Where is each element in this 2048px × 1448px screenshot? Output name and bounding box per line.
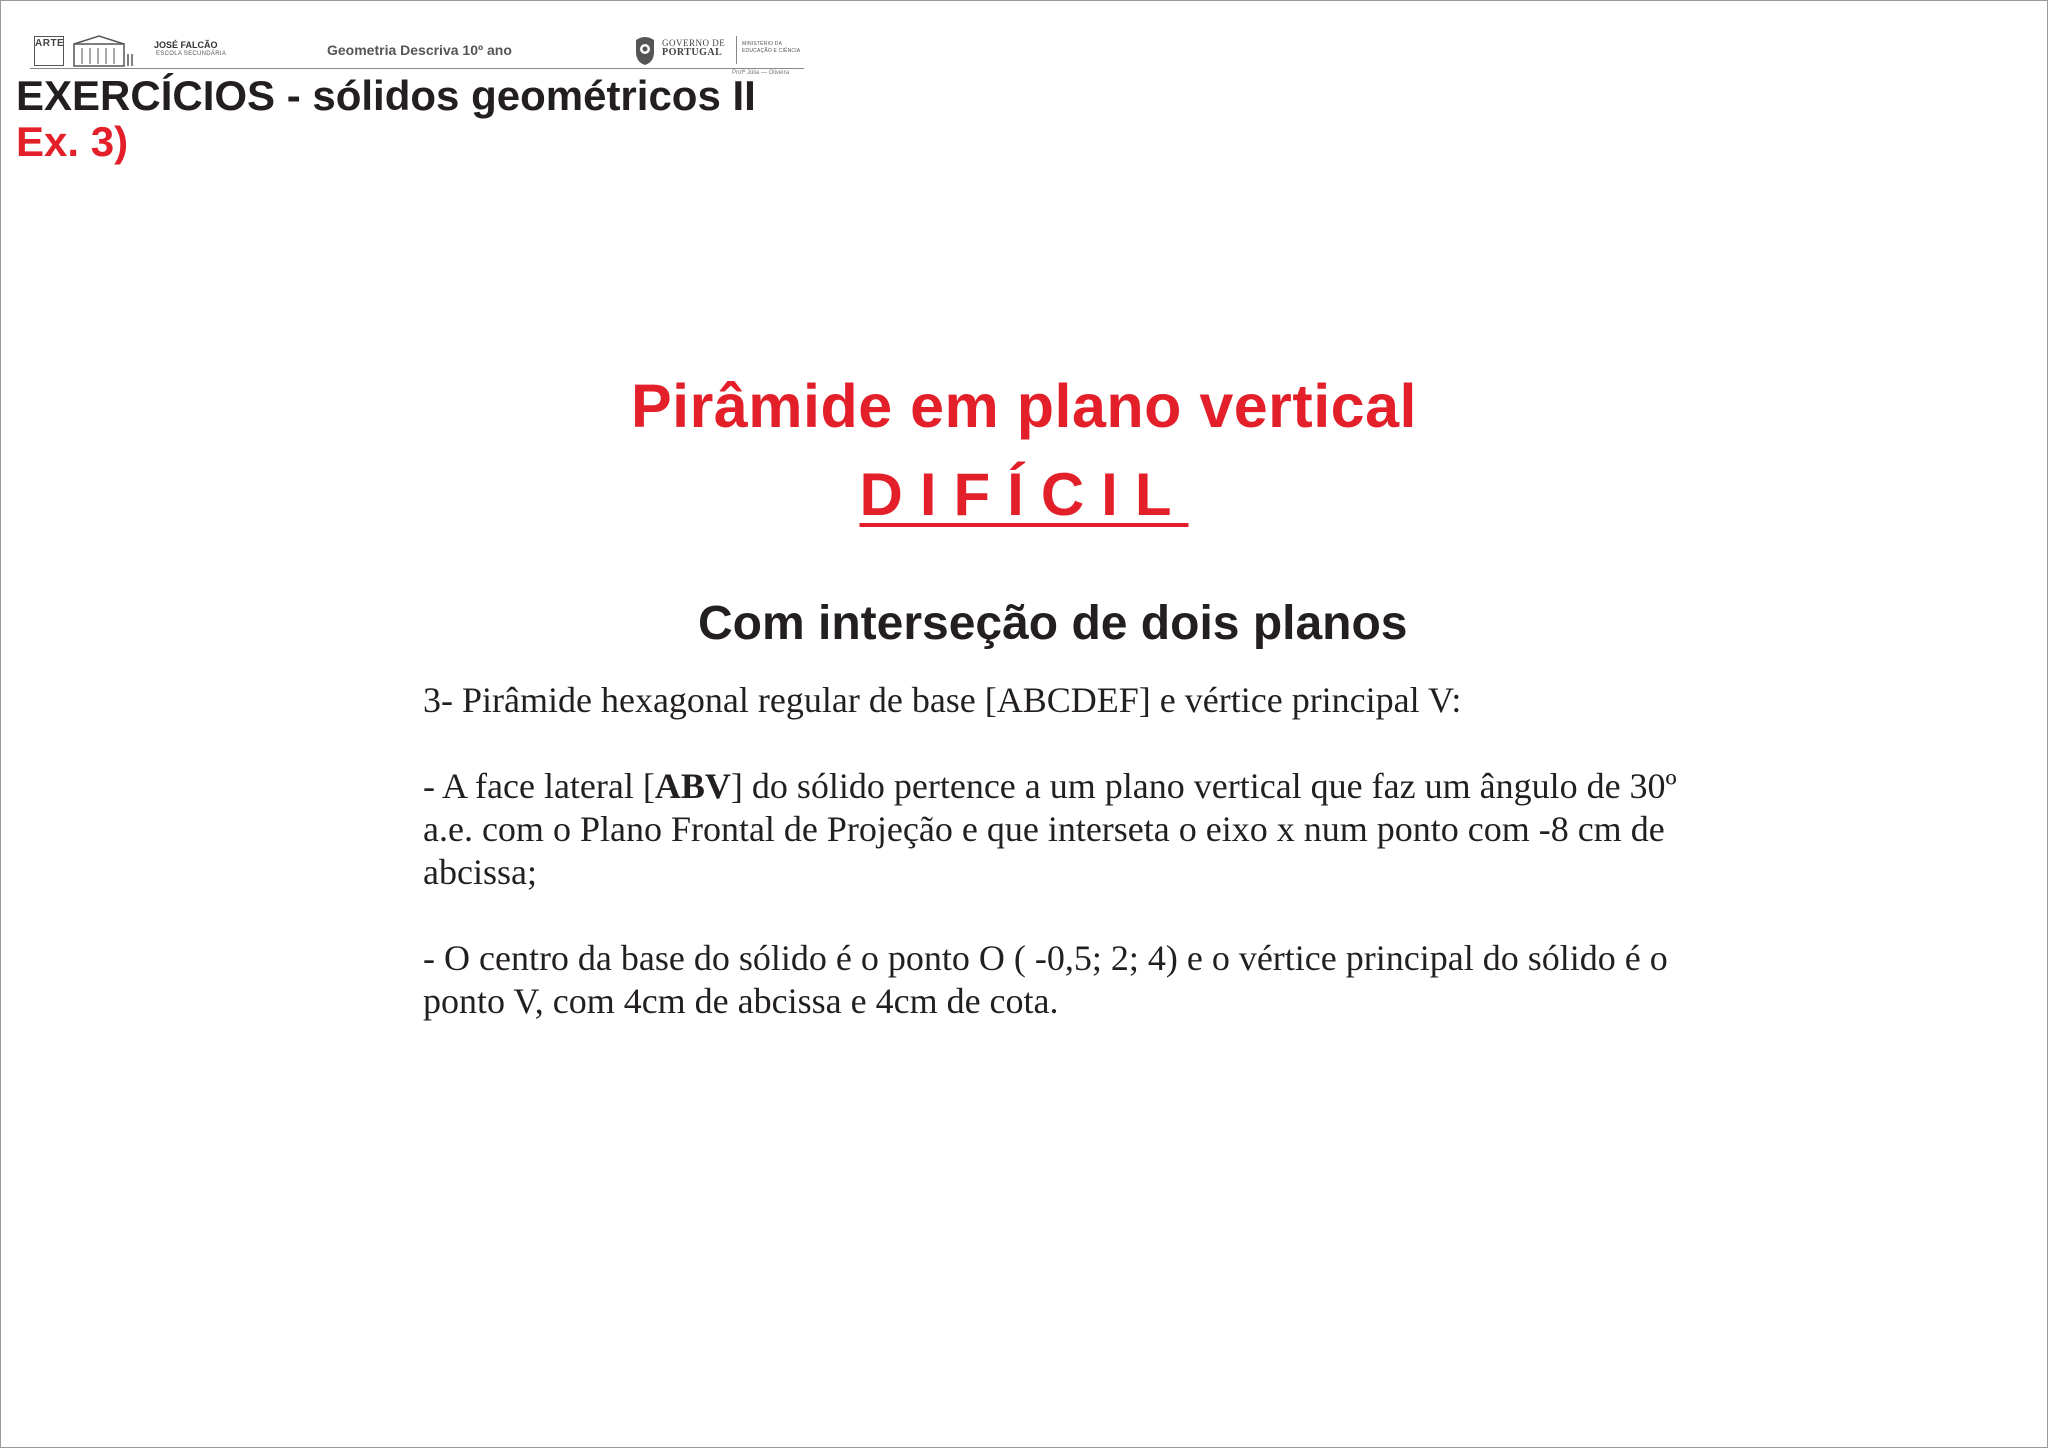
header-divider bbox=[736, 36, 737, 64]
difficulty-label bbox=[0, 460, 2048, 530]
arte-logo-text: ARTE bbox=[35, 38, 65, 49]
item1-suffix: ] do sólido pertence a um plano vertical que faz um ângulo de 30º a.e. com o Plano Frontal de Projeção e que interseta o eixo x num ponto com -8 cm de abcissa; bbox=[423, 766, 1677, 892]
statement-item-1 bbox=[423, 765, 1733, 894]
government-name bbox=[662, 38, 725, 58]
item1-prefix: - A face lateral [ bbox=[423, 766, 655, 806]
difficulty-text: DIFÍCIL bbox=[859, 461, 1189, 528]
arte-logo bbox=[34, 36, 64, 66]
statement-intro: 3- Pirâmide hexagonal regular de base [ABCDEF] e vértice principal V: bbox=[423, 680, 1462, 720]
government-name-line2: PORTUGAL bbox=[662, 47, 723, 58]
exercise-title: EXERCÍCIOS - sólidos geométricos II bbox=[16, 72, 756, 119]
ministry-name: MINISTÉRIO DA EDUCAÇÃO E CIÊNCIA bbox=[742, 41, 801, 54]
course-title: Geometria Descriva 10º ano bbox=[327, 42, 512, 58]
paragraph-gap bbox=[423, 722, 1733, 765]
statement-item-2: - O centro da base do sólido é o ponto O ( -0,5; 2; 4) e o vértice principal do sólido é o ponto V, com 4cm de abcissa e 4cm de cota. bbox=[423, 938, 1668, 1021]
government-name-line1: GOVERNO DE bbox=[662, 38, 726, 48]
subtitle: Com interseção de dois planos bbox=[698, 597, 1408, 650]
item1-bold: ABV bbox=[654, 766, 731, 806]
exercise-number: Ex. 3) bbox=[16, 118, 129, 165]
school-subtitle: ESCOLA SECUNDÁRIA bbox=[156, 51, 227, 57]
school-name: JOSÉ FALCÃO bbox=[154, 40, 218, 50]
portugal-coat-of-arms-icon bbox=[632, 34, 658, 66]
exercise-statement bbox=[423, 679, 1733, 1023]
school-building-icon bbox=[72, 34, 134, 68]
header-rule bbox=[30, 68, 804, 69]
paragraph-gap bbox=[423, 894, 1733, 937]
teacher-name: Profª Júlia — Oliveira bbox=[732, 70, 789, 76]
main-title: Pirâmide em plano vertical bbox=[631, 372, 1417, 440]
